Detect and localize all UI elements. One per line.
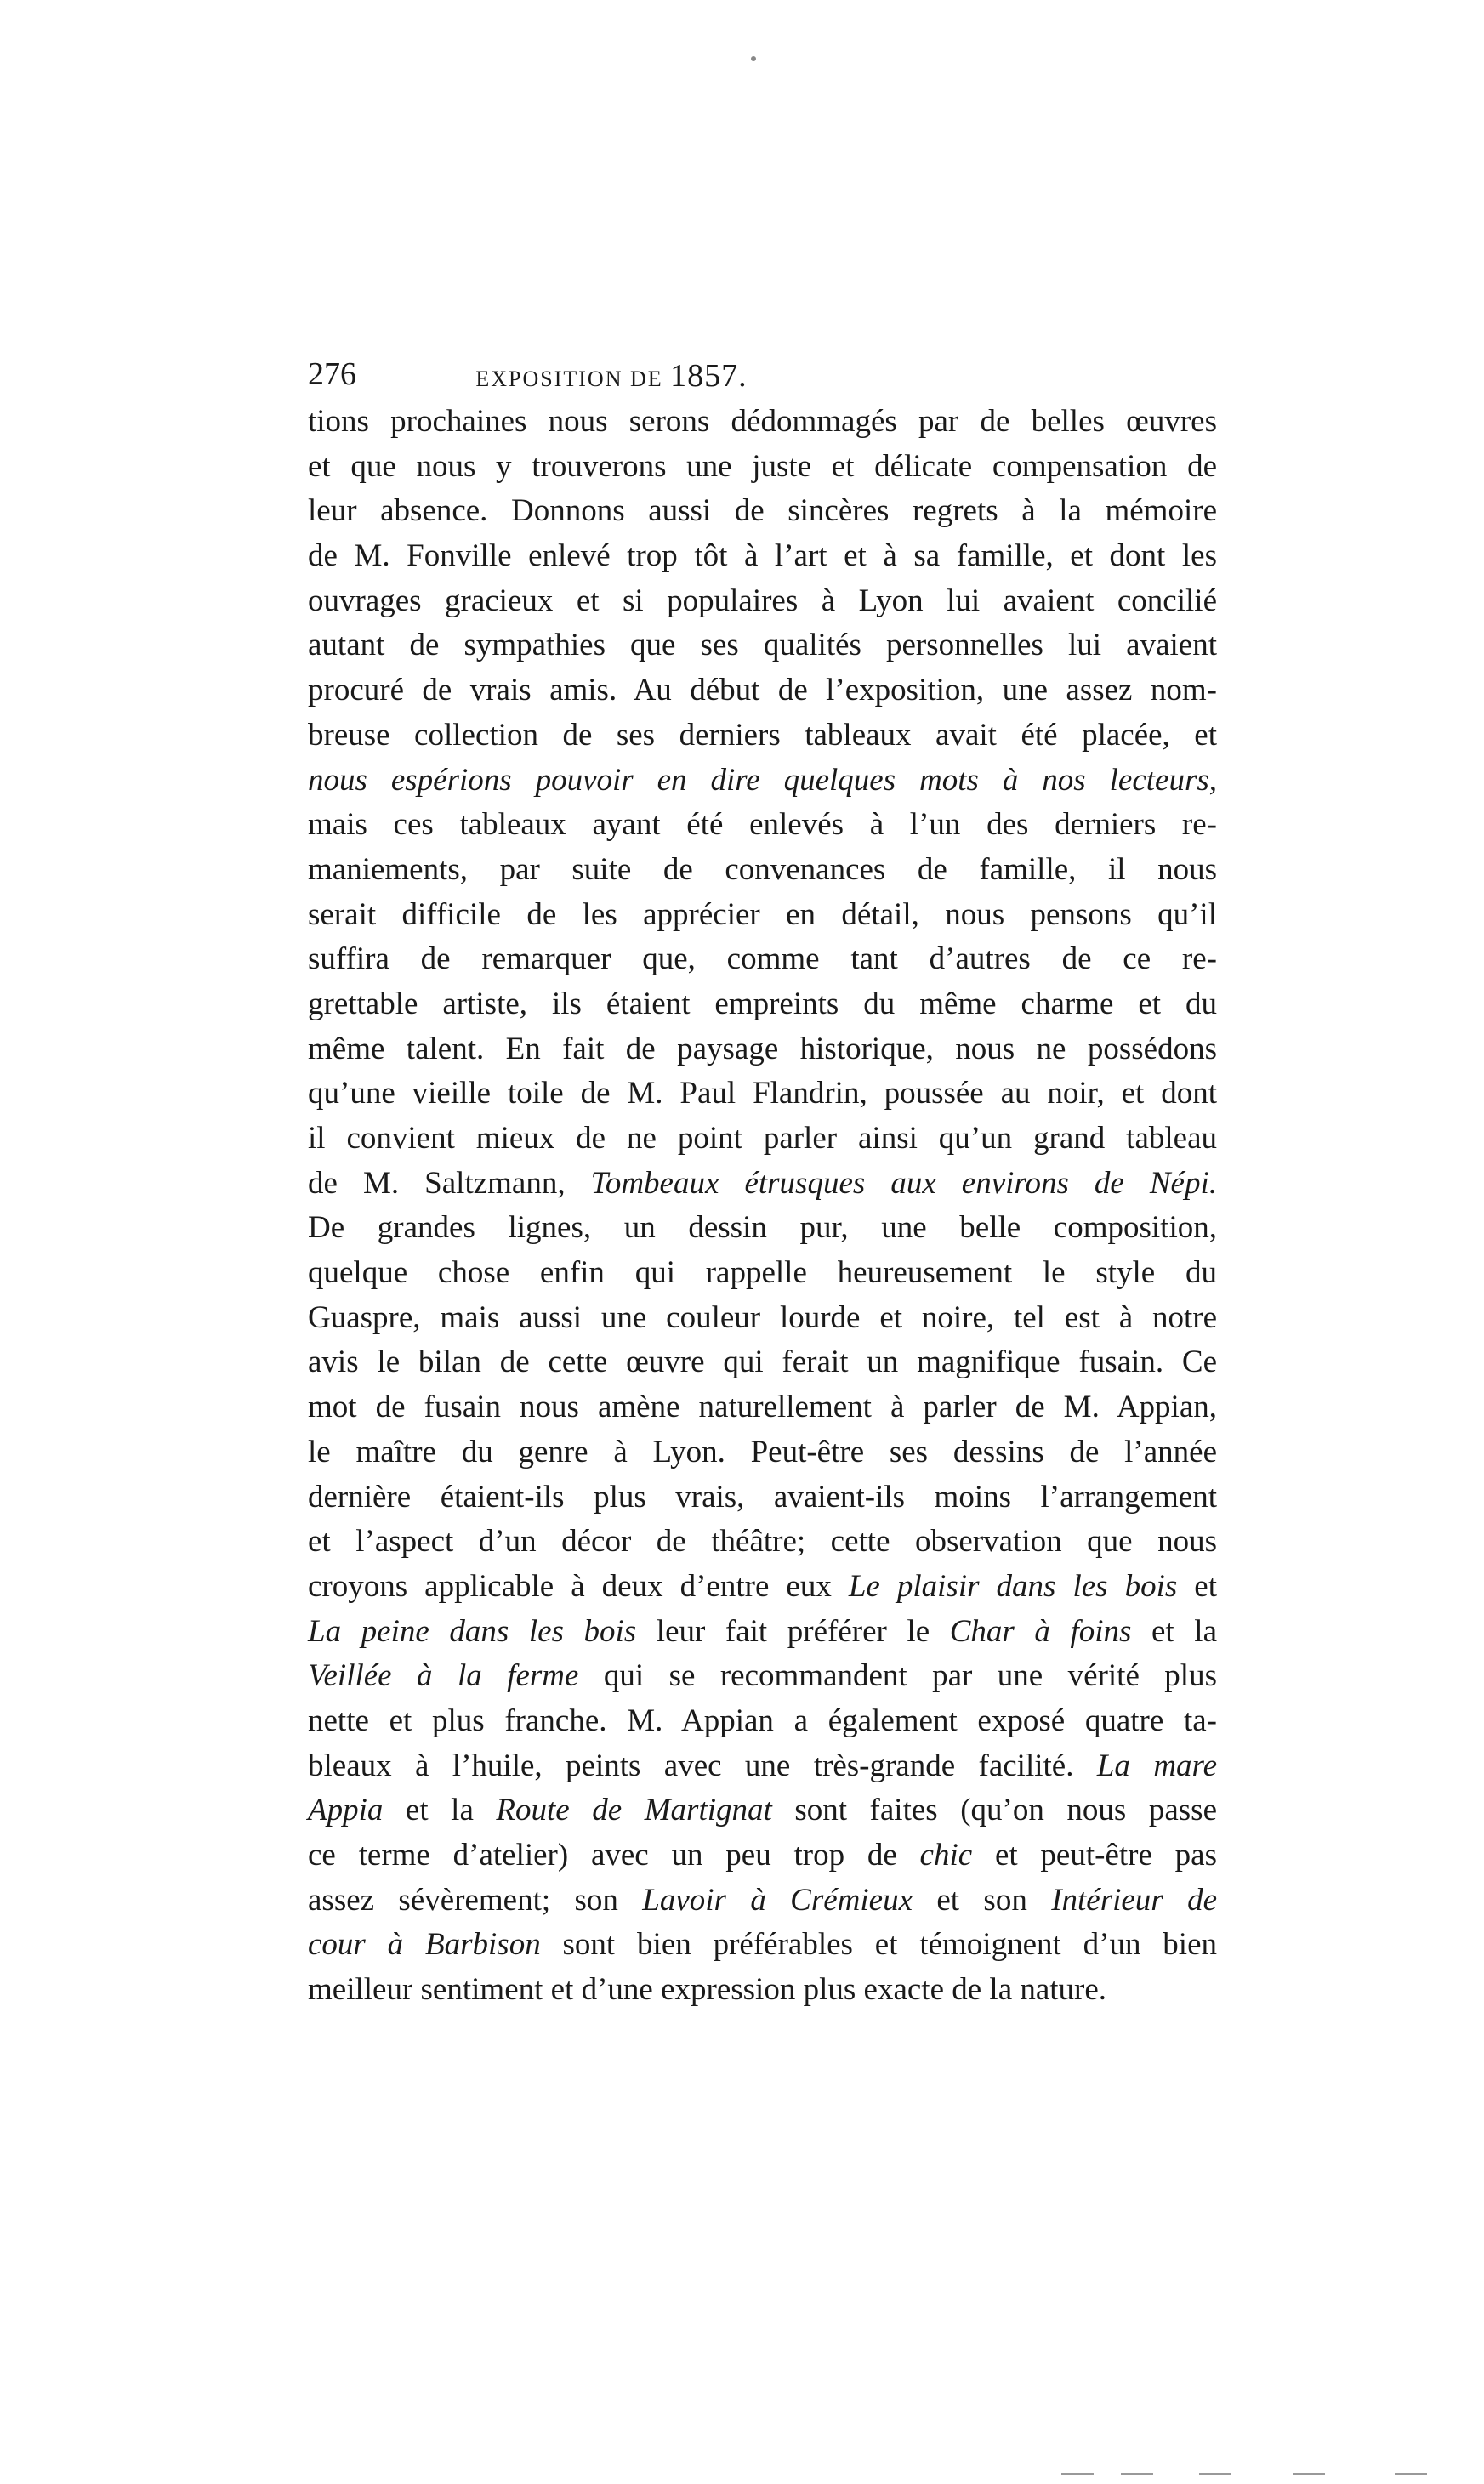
text-run: croyons applicable à deux d’entre eux bbox=[308, 1568, 849, 1604]
text-line: procuré de vrais amis. Au début de l’exposition, une assez nom- bbox=[308, 673, 1217, 708]
text-run: et la bbox=[1131, 1613, 1217, 1649]
text-line bbox=[308, 1654, 1217, 1699]
text-line bbox=[308, 1565, 1217, 1610]
text-line: autant de sympathies que ses qualités personnelles lui avaient bbox=[308, 628, 1217, 663]
text-run: et son bbox=[913, 1882, 1052, 1918]
text-line: nous espérions pouvoir en dire quelques mots à nos lecteurs, bbox=[308, 762, 1217, 798]
artwork-title: Lavoir à Crémieux bbox=[642, 1882, 913, 1918]
text-line: le maître du genre à Lyon. Peut-être ses dessins de l’année bbox=[308, 1434, 1217, 1469]
text-line: Guaspre, mais aussi une couleur lourde et noire, tel est à notre bbox=[308, 1299, 1217, 1335]
header-title-text: EXPOSITION DE bbox=[475, 367, 663, 391]
text-run: et bbox=[1177, 1568, 1217, 1604]
text-line: mot de fusain nous amène naturellement à parler de M. Appian, bbox=[308, 1390, 1217, 1425]
artwork-title: La peine dans les bois bbox=[308, 1613, 637, 1649]
artwork-title: La mare bbox=[1096, 1748, 1217, 1783]
text-line: dernière étaient-ils plus vrais, avaient-ils moins l’arrangement bbox=[308, 1479, 1217, 1515]
text-line: De grandes lignes, un dessin pur, une belle composition, bbox=[308, 1210, 1217, 1246]
text-line bbox=[308, 1162, 1217, 1207]
text-line: et l’aspect d’un décor de théâtre; cette observation que nous bbox=[308, 1524, 1217, 1560]
text-line: meilleur sentiment et d’une expression plus exacte de la nature. bbox=[308, 1972, 1107, 2008]
artwork-title: cour à Barbison bbox=[308, 1927, 541, 1963]
text-line: et que nous y trouverons une juste et délicate compensation de bbox=[308, 448, 1217, 484]
scan-tick bbox=[1395, 2473, 1427, 2475]
text-line bbox=[308, 1923, 1217, 1968]
text-run: bleaux à l’huile, peints avec une très-grande facilité. bbox=[308, 1748, 1097, 1783]
text-line bbox=[308, 1788, 1217, 1833]
artwork-title: Intérieur de bbox=[1051, 1882, 1217, 1918]
scan-tick bbox=[1199, 2473, 1231, 2475]
artwork-title: Route de Martignat bbox=[496, 1793, 772, 1828]
text-line bbox=[308, 1744, 1217, 1789]
body-text bbox=[308, 400, 1217, 2013]
text-line bbox=[308, 1610, 1217, 1655]
text-line: nette et plus franche. M. Appian a également exposé quatre ta- bbox=[308, 1702, 1217, 1738]
header-year: 1857. bbox=[670, 358, 748, 394]
text-line: tions prochaines nous serons dédommagés par de belles œuvres bbox=[308, 404, 1217, 439]
text-line: avis le bilan de cette œuvre qui ferait un magnifique fusain. Ce bbox=[308, 1344, 1217, 1380]
artwork-title: Tombeaux étrusques aux environs de Népi. bbox=[590, 1165, 1217, 1201]
text-run: et peut-être pas bbox=[972, 1838, 1217, 1873]
text-run: de M. Saltzmann, bbox=[308, 1165, 591, 1201]
text-line: serait difficile de les apprécier en détail, nous pensons qu’il bbox=[308, 896, 1217, 932]
text-line: même talent. En fait de paysage historique, nous ne possédons bbox=[308, 1031, 1217, 1066]
text-run: sont bien préférables et témoignent d’un bien bbox=[540, 1927, 1217, 1963]
artwork-title: Appia bbox=[308, 1793, 384, 1828]
text-line: ouvrages gracieux et si populaires à Lyon lui avaient concilié bbox=[308, 583, 1217, 618]
text-line: mais ces tableaux ayant été enlevés à l’un des derniers re- bbox=[308, 807, 1217, 843]
page-number: 276 bbox=[308, 356, 356, 392]
text-run: assez sévèrement; son bbox=[308, 1882, 643, 1918]
text-line: breuse collection de ses derniers tableaux avait été placée, et bbox=[308, 717, 1217, 753]
emphasis: chic bbox=[919, 1838, 973, 1873]
text-line: quelque chose enfin qui rappelle heureusement le style du bbox=[308, 1255, 1217, 1291]
text-run: ce terme d’atelier) avec un peu trop de bbox=[308, 1838, 920, 1873]
scan-tick bbox=[1121, 2473, 1153, 2475]
text-line: il convient mieux de ne point parler ainsi qu’un grand tableau bbox=[308, 1121, 1217, 1156]
text-line: leur absence. Donnons aussi de sincères regrets à la mémoire bbox=[308, 493, 1217, 529]
scan-tick bbox=[1293, 2473, 1325, 2475]
running-head bbox=[308, 350, 915, 398]
text-run: sont faites (qu’on nous passe bbox=[771, 1793, 1217, 1828]
text-run: leur fait préférer le bbox=[636, 1613, 950, 1649]
text-line: maniements, par suite de convenances de famille, il nous bbox=[308, 851, 1217, 887]
header-title bbox=[308, 359, 915, 396]
print-speck bbox=[751, 56, 756, 61]
text-run: et la bbox=[383, 1793, 497, 1828]
text-line bbox=[308, 1879, 1217, 1924]
text-line bbox=[308, 1833, 1217, 1879]
artwork-title: Le plaisir dans les bois bbox=[848, 1568, 1178, 1604]
text-line: grettable artiste, ils étaient empreints du même charme et du bbox=[308, 986, 1217, 1021]
artwork-title: Char à foins bbox=[949, 1613, 1132, 1649]
text-line: de M. Fonville enlevé trop tôt à l’art et à sa famille, et dont les bbox=[308, 538, 1217, 574]
text-line: qu’une vieille toile de M. Paul Flandrin, poussée au noir, et dont bbox=[308, 1076, 1217, 1111]
artwork-title: Veillée à la ferme bbox=[308, 1658, 579, 1694]
text-line: suffira de remarquer que, comme tant d’autres de ce re- bbox=[308, 941, 1217, 977]
text-run: qui se recommandent par une vérité plus bbox=[578, 1658, 1217, 1694]
scan-tick bbox=[1061, 2473, 1094, 2475]
